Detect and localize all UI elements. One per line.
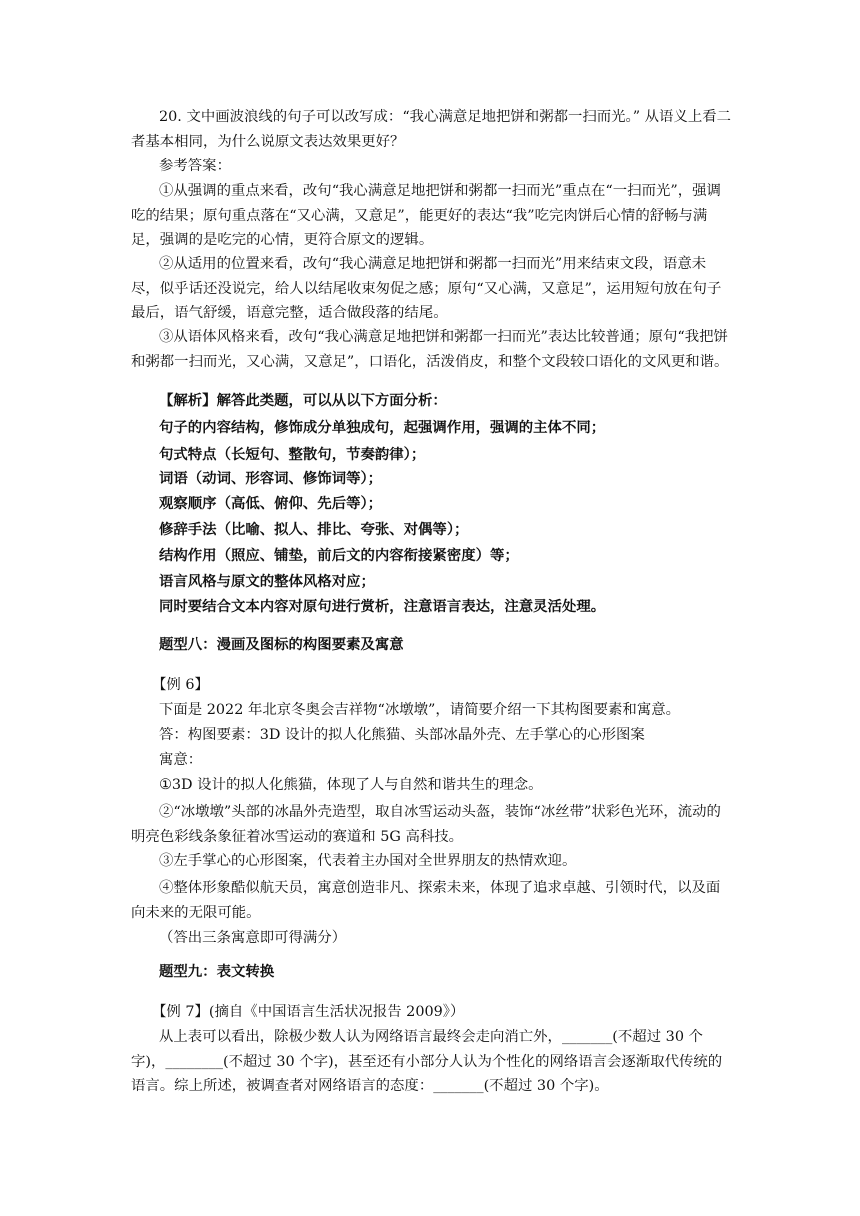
analysis-intro: 【解析】解答此类题，可以从以下方面分析：	[159, 393, 447, 409]
answer-point-3: ③从语体风格来看，改句“我心满意足地把饼和粥都一扫而光”表达比较普通；原句“我把饼和粥都一扫而光，又心满，又意足”，口语化，活泼俏皮，和整个文段较口语化的文风更和谐。	[131, 329, 729, 370]
scoring-note: （答出三条寓意即可得满分）	[159, 930, 347, 946]
analysis-item: 句子的内容结构，修饰成分单独成句，起强调作用，强调的主体不同；	[159, 420, 606, 436]
analysis-item: 语言风格与原文的整体风格对应；	[159, 574, 375, 590]
meaning-4: ④整体形象酷似航天员，寓意创造非凡、探索未来，体现了追求卓越、引领时代，以及面向未来的无限可能。	[131, 880, 721, 921]
answer-point-2: ②从适用的位置来看，改句“我心满意足地把饼和粥都一扫而光”用来结束文段，语意未尽，似乎话还没说完，给人以结尾收束匆促之感；原句“又心满，又意足”，运用短句放在句子最后，语气舒缓，语意完整，适合做段落的结尾。	[131, 256, 722, 321]
analysis-item: 结构作用（照应、铺垫，前后文的内容衔接紧密度）等；	[159, 548, 519, 564]
analysis-item: 词语（动词、形容词、修饰词等）；	[159, 471, 383, 487]
example-7-label: 【例 7】(摘自《中国语言生活状况报告 2009》）	[152, 1004, 465, 1020]
meaning-2: ②“冰墩墩”头部的冰晶外壳造型，取自冰雪运动头盔，装饰“冰丝带”状彩色光环，流动的明亮色彩线条象征着冰雪运动的赛道和 5G 高科技。	[131, 804, 721, 845]
example-7-text: 从上表可以看出，除极少数人认为网络语言最终会走向消亡外，_______(不超过 30 个字)，________(不超过 30 个字)，甚至还有小部分人认为个性化的网络语言会逐渐取代传统的语言。综上所述，被调查者对网络语言的态度：_______(不超过 30 个字)。	[131, 1029, 723, 1094]
meaning-3: ③左手掌心的心形图案，代表着主办国对全世界朋友的热情欢迎。	[159, 853, 577, 869]
analysis-item: 修辞手法（比喻、拟人、排比、夸张、对偶等）；	[159, 522, 469, 538]
analysis-item: 同时要结合文本内容对原句进行赏析，注意语言表达，注意灵活处理。	[159, 599, 606, 615]
example-6-answer: 答：构图要素：3D 设计的拟人化熊猫、头部冰晶外壳、左手掌心的心形图案	[159, 727, 645, 743]
section-heading-type9: 题型九：表文转换	[159, 964, 275, 980]
answer-label: 参考答案：	[159, 158, 231, 174]
answer-point-1: ①从强调的重点来看，改句“我心满意足地把饼和粥都一扫而光”重点在“一扫而光”，强调吃的结果；原句重点落在“又心满，又意足”，能更好的表达“我”吃完肉饼后心情的舒畅与满足，强调的是吃完的心情，更符合原文的逻辑。	[131, 183, 721, 248]
meaning-1: ①3D 设计的拟人化熊猫，体现了人与自然和谐共生的理念。	[159, 777, 543, 793]
example-6-label: 【例 6】	[152, 677, 209, 693]
meaning-label: 寓意：	[159, 752, 203, 768]
analysis-item: 句式特点（长短句、整散句，节奏韵律）；	[159, 447, 426, 463]
section-heading-type8: 题型八：漫画及图标的构图要素及寓意	[159, 637, 404, 653]
example-6-question: 下面是 2022 年北京冬奥会吉祥物“冰墩墩”，请简要介绍一下其构图要素和寓意。	[159, 702, 680, 718]
question-20: 20. 文中画波浪线的句子可以改写成：“我心满意足地把饼和粥都一扫而光。” 从语义上看二者基本相同，为什么说原文表达效果更好？	[131, 109, 732, 150]
analysis-item: 观察顺序（高低、俯仰、先后等）；	[159, 496, 383, 512]
